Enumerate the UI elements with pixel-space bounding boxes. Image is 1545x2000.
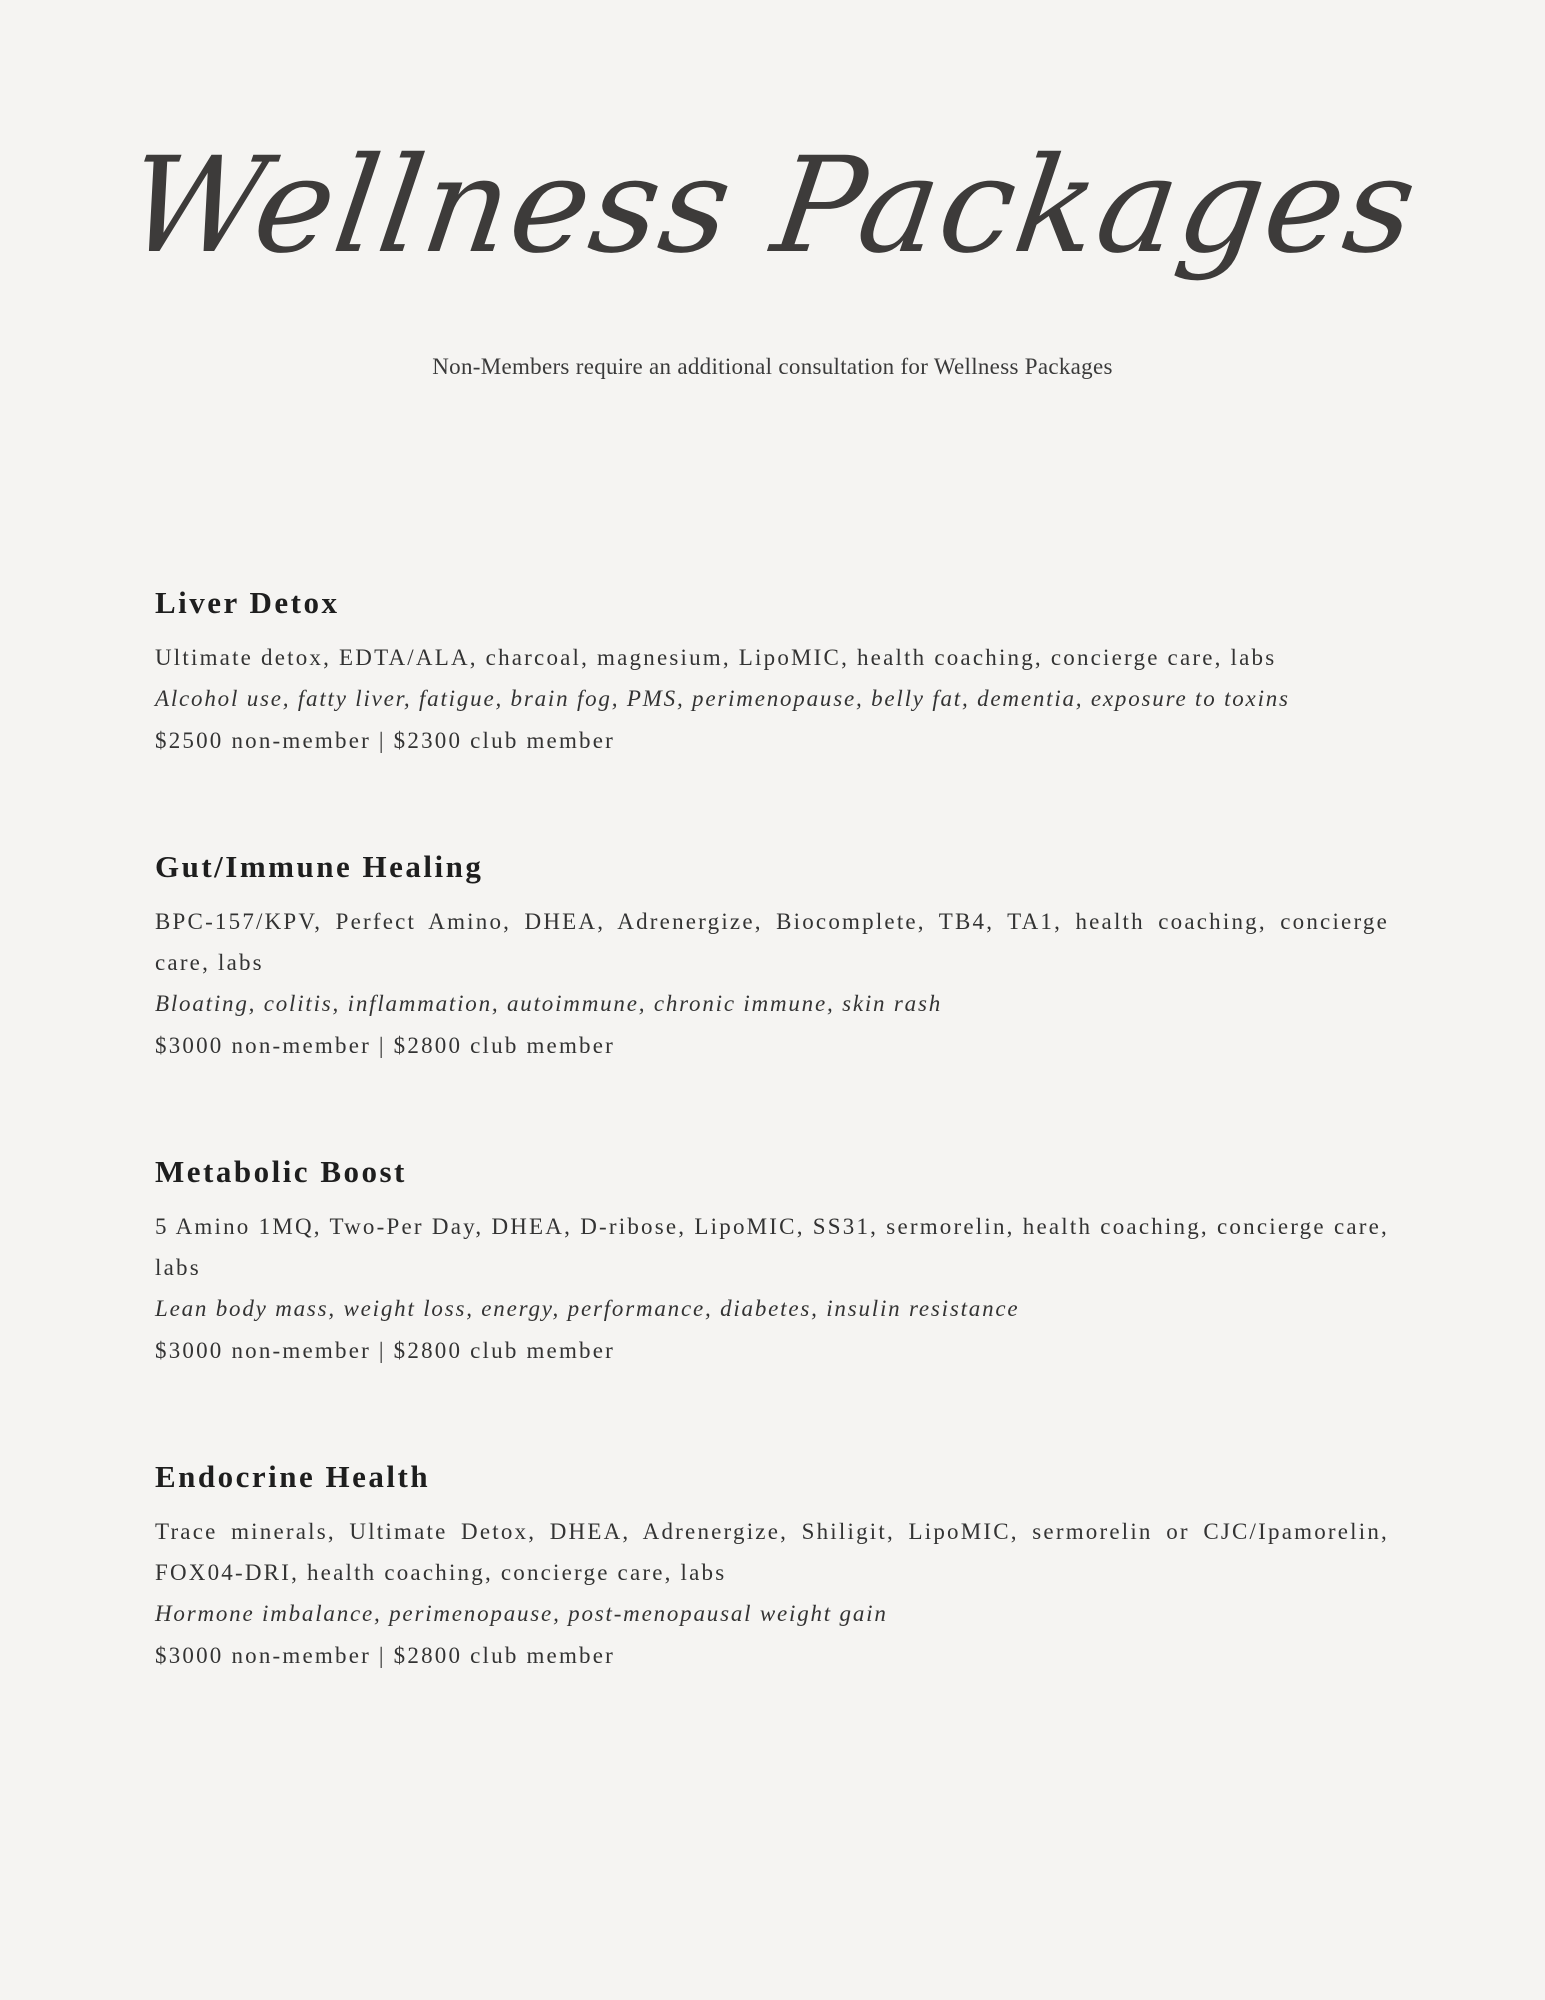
package-gut-immune-healing — [155, 848, 1389, 1067]
page-subtitle: Non-Members require an additional consultation for Wellness Packages — [432, 354, 1113, 379]
package-uses: Alcohol use, fatty liver, fatigue, brain fog, PMS, perimenopause, belly fat, dementia, exposure to toxins — [155, 686, 1290, 712]
package-items: Trace minerals, Ultimate Detox, DHEA, Adrenergize, Shiligit, LipoMIC, sermorelin or CJC/Ipamorelin, FOX04-DRI, health coaching, concierge care, labs — [155, 1519, 1389, 1586]
package-items: Ultimate detox, EDTA/ALA, charcoal, magnesium, LipoMIC, health coaching, concierge care, labs — [155, 645, 1277, 671]
package-metabolic-boost — [155, 1153, 1389, 1372]
package-endocrine-health — [155, 1458, 1389, 1677]
package-price: $2500 non-member | $2300 club member — [155, 728, 616, 754]
package-items: BPC-157/KPV, Perfect Amino, DHEA, Adrenergize, Biocomplete, TB4, TA1, health coaching, concierge care, labs — [155, 909, 1389, 976]
package-name: Liver Detox — [155, 585, 340, 620]
package-uses: Bloating, colitis, inflammation, autoimmune, chronic immune, skin rash — [155, 991, 942, 1017]
package-name: Endocrine Health — [155, 1459, 431, 1494]
package-items: 5 Amino 1MQ, Two-Per Day, DHEA, D-ribose, LipoMIC, SS31, sermorelin, health coaching, concierge care, labs — [155, 1214, 1389, 1281]
package-name: Gut/Immune Healing — [155, 849, 484, 884]
package-name: Metabolic Boost — [155, 1154, 407, 1189]
package-price: $3000 non-member | $2800 club member — [155, 1643, 616, 1669]
package-price: $3000 non-member | $2800 club member — [155, 1033, 616, 1059]
package-uses: Lean body mass, weight loss, energy, performance, diabetes, insulin resistance — [155, 1296, 1020, 1322]
page-title: Wellness Packages — [118, 129, 1427, 283]
package-price: $3000 non-member | $2800 club member — [155, 1338, 616, 1364]
package-uses: Hormone imbalance, perimenopause, post-menopausal weight gain — [155, 1601, 888, 1627]
package-liver-detox — [155, 584, 1389, 762]
